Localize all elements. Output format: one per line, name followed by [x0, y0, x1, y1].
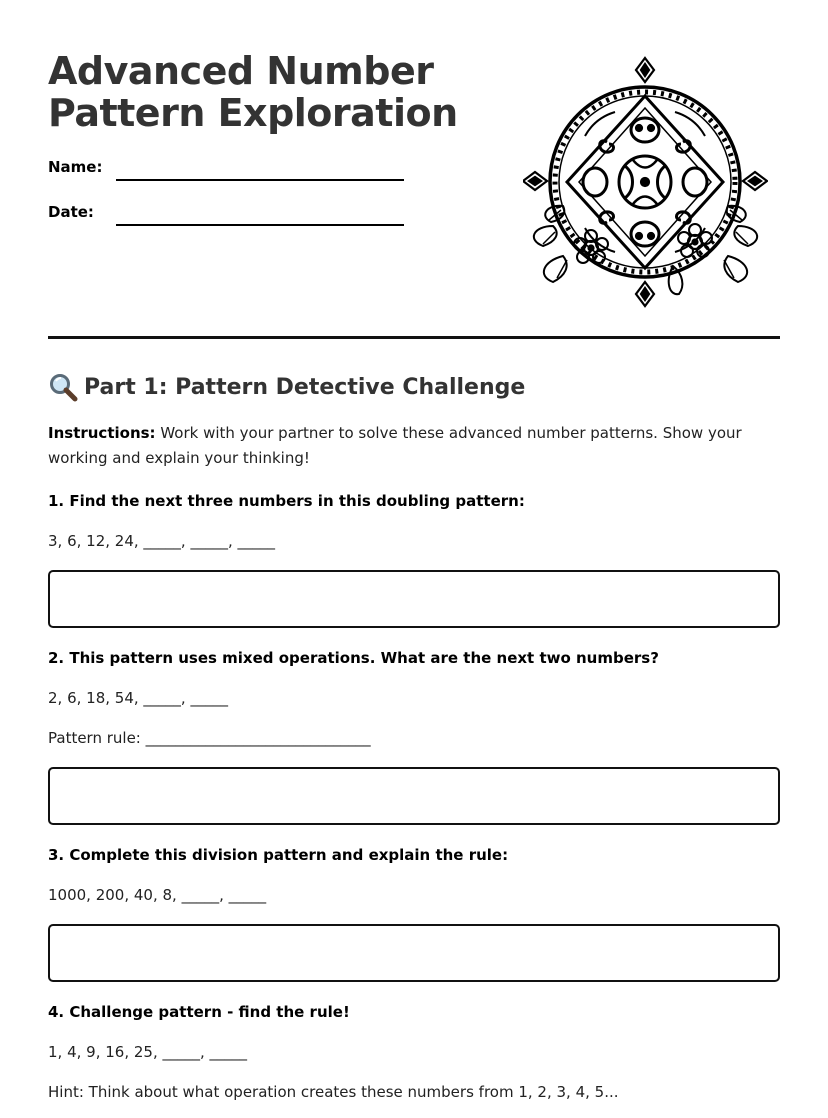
- part1-heading-text: Part 1: Pattern Detective Challenge: [84, 374, 526, 400]
- worksheet-title: [48, 50, 458, 134]
- date-write-line[interactable]: [116, 224, 404, 226]
- section-divider: [48, 336, 780, 339]
- question-4-sequence: 1, 4, 9, 16, 25, _____, _____: [48, 1043, 248, 1061]
- question-1-prompt: 1. Find the next three numbers in this doubling pattern:: [48, 492, 525, 510]
- magnifying-glass-icon: [48, 372, 78, 402]
- question-2-answer-box[interactable]: [48, 767, 780, 825]
- name-field[interactable]: [48, 158, 408, 182]
- date-label: Date:: [48, 203, 94, 221]
- instructions: [48, 421, 780, 471]
- part1-heading: [48, 372, 525, 402]
- question-3-prompt: 3. Complete this division pattern and explain the rule:: [48, 846, 509, 864]
- question-2-sequence: 2, 6, 18, 54, _____, _____: [48, 689, 228, 707]
- title-line-1: Advanced Number: [48, 49, 434, 93]
- instructions-label: Instructions:: [48, 424, 156, 442]
- name-label: Name:: [48, 158, 103, 176]
- question-2-prompt: 2. This pattern uses mixed operations. What are the next two numbers?: [48, 649, 659, 667]
- mandala-emblem-icon: [523, 56, 768, 308]
- question-1-answer-box[interactable]: [48, 570, 780, 628]
- question-2-rule-line[interactable]: Pattern rule: ______________________________: [48, 729, 371, 747]
- question-3-sequence: 1000, 200, 40, 8, _____, _____: [48, 886, 267, 904]
- question-4-hint: Hint: Think about what operation creates these numbers from 1, 2, 3, 4, 5...: [48, 1083, 619, 1101]
- date-field[interactable]: [48, 203, 408, 227]
- question-3-answer-box[interactable]: [48, 924, 780, 982]
- question-1-sequence: 3, 6, 12, 24, _____, _____, _____: [48, 532, 275, 550]
- name-write-line[interactable]: [116, 179, 404, 181]
- instructions-text: Work with your partner to solve these advanced number patterns. Show your working and explain your thinking!: [48, 424, 742, 467]
- title-line-2: Pattern Exploration: [48, 91, 458, 135]
- question-4-prompt: 4. Challenge pattern - find the rule!: [48, 1003, 350, 1021]
